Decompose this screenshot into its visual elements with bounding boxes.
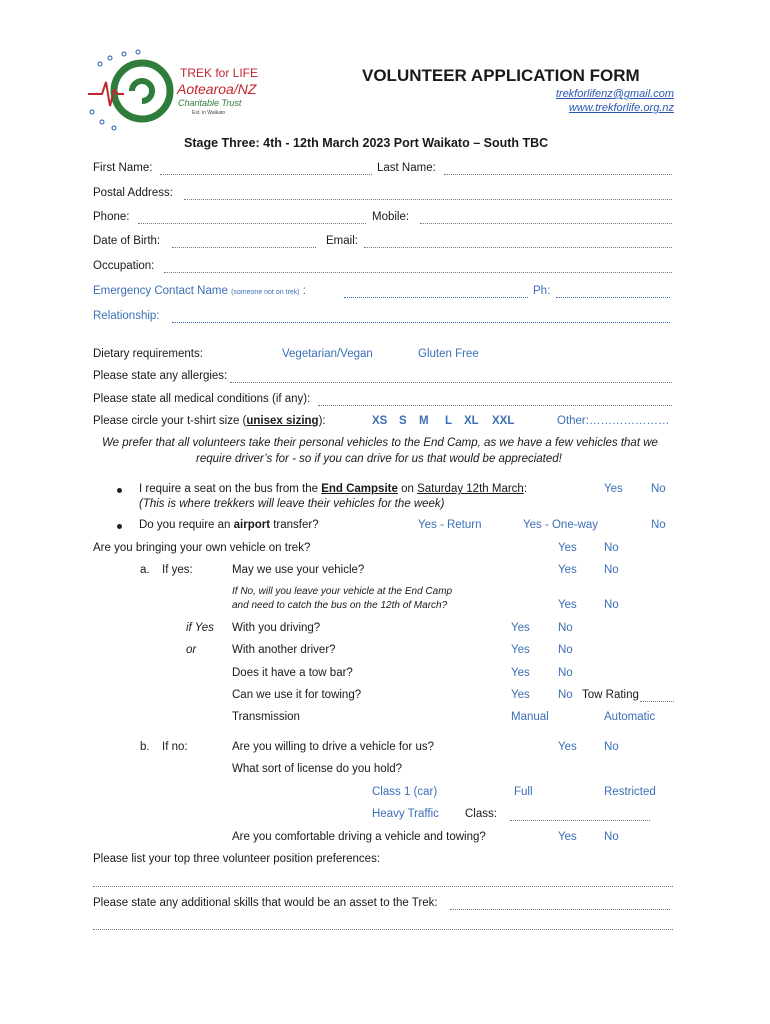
tshirt-unisex: unisex sizing	[246, 415, 319, 427]
airport-no[interactable]: No	[651, 519, 666, 531]
emergency-contact-field[interactable]	[344, 297, 528, 298]
email-label: Email:	[326, 235, 358, 247]
size-xs[interactable]: XS	[372, 415, 388, 427]
logo-line2: Aotearoa/NZ	[177, 81, 257, 97]
diet-vegetarian-option[interactable]: Vegetarian/Vegan	[282, 348, 373, 360]
dob-label: Date of Birth:	[93, 235, 161, 247]
tow-bar-no[interactable]: No	[558, 667, 573, 679]
driving-yes[interactable]: Yes	[511, 622, 530, 634]
license-restricted[interactable]: Restricted	[604, 786, 656, 798]
use-vehicle-no[interactable]: No	[604, 564, 619, 576]
license-heavy[interactable]: Heavy Traffic	[372, 808, 439, 820]
another-driver-yes[interactable]: Yes	[511, 644, 530, 656]
towing-yes[interactable]: Yes	[511, 689, 530, 701]
tshirt-label-post: ):	[318, 415, 326, 427]
allergies-field[interactable]	[230, 382, 672, 383]
form-title: VOLUNTEER APPLICATION FORM	[362, 66, 640, 85]
vehicle-note-line2: require driver’s for - so if you can drive for us that would be appreciated!	[196, 453, 562, 465]
mobile-label: Mobile:	[372, 211, 410, 223]
size-m[interactable]: M	[419, 415, 429, 427]
airport-oneway[interactable]: Yes - One-way	[523, 519, 598, 531]
emergency-phone-field[interactable]	[556, 297, 670, 298]
license-class1[interactable]: Class 1 (car)	[372, 786, 438, 798]
tshirt-label	[93, 415, 326, 427]
size-s[interactable]: S	[399, 415, 407, 427]
logo-line1: TREK for LIFE	[180, 66, 259, 80]
bus-mid: on	[397, 483, 418, 495]
phone-label: Phone:	[93, 211, 130, 223]
medical-label: Please state all medical conditions (if any):	[93, 393, 311, 405]
driving-no[interactable]: No	[558, 622, 573, 634]
section-b-letter: b.	[140, 741, 150, 753]
bus-campsite: End Campsite	[321, 483, 398, 495]
medical-field[interactable]	[318, 405, 672, 406]
allergies-label: Please state any allergies:	[93, 370, 228, 382]
last-name-label: Last Name:	[377, 162, 436, 174]
own-vehicle-yes[interactable]: Yes	[558, 542, 577, 554]
tow-rating-label: Tow Rating	[582, 689, 639, 701]
driving-question: With you driving?	[232, 622, 321, 634]
logo	[80, 46, 275, 136]
bus-pre: I require a seat on the bus from the	[139, 483, 322, 495]
email-link[interactable]: trekforlifenz@gmail.com	[555, 88, 674, 100]
willing-drive-no[interactable]: No	[604, 741, 619, 753]
bus-date: Saturday 12th March	[417, 483, 524, 495]
website-link[interactable]: www.trekforlife.org.nz	[568, 102, 674, 114]
towing-question: Can we use it for towing?	[232, 689, 362, 701]
emergency-label-text: Emergency Contact Name	[93, 285, 228, 297]
vehicle-note-line1: We prefer that all volunteers take their personal vehicles to the End Camp, as we have a few vehicles that we	[102, 437, 658, 449]
section-a-label: If yes:	[162, 564, 193, 576]
tshirt-label-pre: Please circle your t-shirt size (	[93, 415, 247, 427]
bullet-icon	[117, 524, 122, 529]
airport-bold: airport	[233, 519, 271, 531]
size-xl[interactable]: XL	[464, 415, 479, 427]
first-name-label: First Name:	[93, 162, 153, 174]
last-name-field[interactable]	[444, 174, 672, 175]
bus-question	[139, 483, 527, 495]
license-class-field[interactable]	[510, 820, 650, 821]
willing-drive-yes[interactable]: Yes	[558, 741, 577, 753]
skills-label: Please state any additional skills that would be an asset to the Trek:	[93, 897, 438, 909]
emergency-colon: :	[302, 285, 306, 297]
transmission-automatic[interactable]: Automatic	[604, 711, 656, 723]
towing-no[interactable]: No	[558, 689, 573, 701]
leave-vehicle-question-1: If No, will you leave your vehicle at the End Camp	[232, 586, 453, 597]
email-field[interactable]	[364, 247, 672, 248]
postal-address-field[interactable]	[184, 199, 672, 200]
phone-field[interactable]	[138, 223, 366, 224]
diet-gluten-free-option[interactable]: Gluten Free	[418, 348, 479, 360]
size-xxl[interactable]: XXL	[492, 415, 515, 427]
leave-vehicle-yes[interactable]: Yes	[558, 599, 577, 611]
own-vehicle-question: Are you bringing your own vehicle on trek?	[93, 542, 311, 554]
tow-bar-question: Does it have a tow bar?	[232, 667, 353, 679]
relationship-label: Relationship:	[93, 310, 160, 322]
license-full[interactable]: Full	[514, 786, 533, 798]
transmission-label: Transmission	[232, 711, 300, 723]
tow-rating-field[interactable]	[640, 701, 674, 702]
relationship-field[interactable]	[172, 322, 670, 323]
logo-line4: Est. in Waikato	[192, 110, 226, 116]
dietary-label: Dietary requirements:	[93, 348, 203, 360]
occupation-label: Occupation:	[93, 260, 155, 272]
leave-vehicle-question-2: and need to catch the bus on the 12th of March?	[232, 600, 448, 611]
another-driver-question: With another driver?	[232, 644, 336, 656]
postal-address-label: Postal Address:	[93, 187, 173, 199]
another-driver-no[interactable]: No	[558, 644, 573, 656]
airport-question	[139, 519, 319, 531]
willing-drive-question: Are you willing to drive a vehicle for us?	[232, 741, 434, 753]
tow-bar-yes[interactable]: Yes	[511, 667, 530, 679]
emergency-note: (someone not on trek)	[231, 289, 300, 296]
airport-return-text: Yes - Return	[418, 519, 482, 531]
logo-line3: Charitable Trust	[178, 98, 242, 108]
section-a-letter: a.	[140, 564, 150, 576]
occupation-field[interactable]	[164, 272, 672, 273]
first-name-field[interactable]	[160, 174, 372, 175]
skills-field-1[interactable]	[450, 909, 670, 910]
transmission-manual[interactable]: Manual	[511, 711, 549, 723]
license-question: What sort of license do you hold?	[232, 763, 403, 775]
preferences-label: Please list your top three volunteer position preferences:	[93, 853, 381, 865]
dob-field[interactable]	[172, 247, 316, 248]
comfortable-towing-yes[interactable]: Yes	[558, 831, 577, 843]
mobile-field[interactable]	[420, 223, 672, 224]
airport-pre: Do you require an	[139, 519, 234, 531]
airport-return[interactable]	[418, 519, 482, 531]
size-other[interactable]: Other:…………………	[557, 415, 670, 427]
comfortable-towing-no[interactable]: No	[604, 831, 619, 843]
bullet-icon	[117, 488, 122, 493]
stage-heading: Stage Three: 4th - 12th March 2023 Port Waikato – South TBC	[184, 136, 549, 150]
comfortable-towing-question: Are you comfortable driving a vehicle and towing?	[232, 831, 486, 843]
use-vehicle-question: May we use your vehicle?	[232, 564, 365, 576]
if-yes-label: if Yes	[186, 622, 214, 634]
bus-post: :	[523, 483, 528, 495]
use-vehicle-yes[interactable]: Yes	[558, 564, 577, 576]
skills-field-2[interactable]	[93, 929, 673, 930]
emergency-phone-label: Ph:	[533, 285, 551, 297]
emergency-contact-label	[93, 285, 306, 297]
preferences-field[interactable]	[93, 886, 673, 887]
airport-post: transfer?	[270, 519, 319, 531]
size-l[interactable]: L	[445, 415, 453, 427]
bus-note: (This is where trekkers will leave their vehicles for the week)	[139, 498, 445, 510]
section-b-label: If no:	[162, 741, 188, 753]
or-label: or	[186, 644, 197, 656]
bus-yes[interactable]: Yes	[604, 483, 623, 495]
bus-no[interactable]: No	[651, 483, 666, 495]
leave-vehicle-no[interactable]: No	[604, 599, 619, 611]
own-vehicle-no[interactable]: No	[604, 542, 619, 554]
license-class-label: Class:	[465, 808, 497, 820]
